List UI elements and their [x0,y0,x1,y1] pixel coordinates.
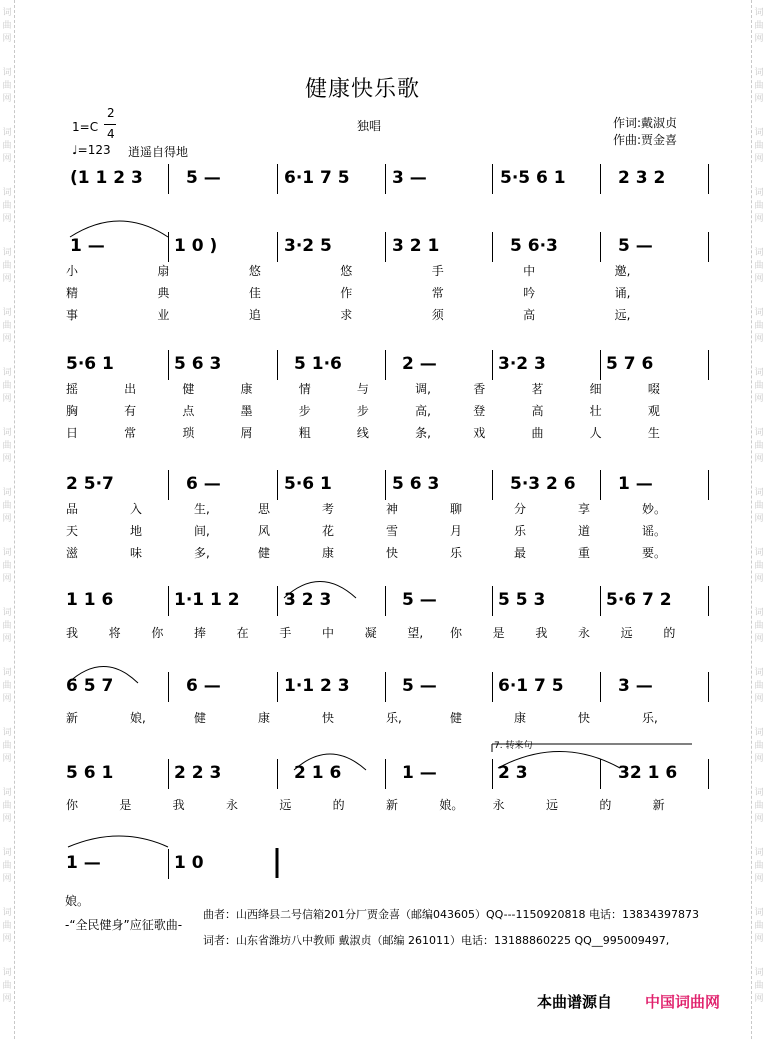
lyric-char: 墨 [240,404,253,418]
lyric-char: 天 [66,524,79,538]
watermark-char: 词 [754,308,764,318]
measure-notes: (1 1 2 3 [70,168,143,188]
lyric-char: 小 [66,264,79,278]
lyric-char: 步 [356,404,369,418]
lyric-char: 邀, [614,264,631,278]
watermark-char: 网 [754,574,764,584]
time-signature-numerator: 2 [107,106,115,120]
tie-slur [68,667,138,684]
lyric-char: 滋 [66,546,79,560]
lyric-char: 乐 [514,524,527,538]
watermark-char: 曲 [754,141,764,151]
lyric-char: 聊 [450,502,463,516]
lyric-char: 粗 [298,426,311,440]
lyric-char: 神 [386,502,399,516]
watermark-char: 网 [754,634,764,644]
lyric-char: 高 [523,308,536,322]
watermark-char: 曲 [2,681,12,691]
lyric-char: 永 [578,626,591,640]
measure-notes: 2 5·7 [66,474,114,494]
watermark-char: 网 [2,694,12,704]
final-lyric: 娘。 [65,894,90,908]
watermark-char: 曲 [2,441,12,451]
measure-notes: 2 3 [498,763,528,783]
lyric-char: 味 [130,546,143,560]
watermark-char: 网 [754,94,764,104]
watermark-char: 曲 [754,441,764,451]
lyric-char: 享 [578,502,591,516]
lyric-char: 生 [647,426,660,440]
lyric-char: 的 [663,626,676,640]
source-site-link[interactable]: 中国词曲网 [645,993,721,1011]
watermark-char: 曲 [754,381,764,391]
watermark-char: 词 [754,728,764,738]
watermark-char: 曲 [2,321,12,331]
lyric-char: 入 [130,502,143,516]
watermark-char: 曲 [2,81,12,91]
watermark-char: 网 [2,334,12,344]
lyric-char: 吟 [523,286,536,300]
watermark-char: 网 [2,574,12,584]
watermark-char: 网 [754,454,764,464]
watermark-char: 网 [754,394,764,404]
measure-notes: 6 — [186,676,221,696]
watermark-char: 词 [2,548,12,558]
measure-notes: 5 6 3 [174,354,222,374]
watermark-char: 网 [754,334,764,344]
measure-notes: 1 0 [174,853,204,873]
lyric-char: 地 [130,524,143,538]
lyric-char: 要。 [642,546,667,560]
lyric-char: 雪 [386,524,399,538]
lyric-char: 作 [340,286,353,300]
measure-notes: 3 — [392,168,427,188]
lyric-char: 壮 [589,404,602,418]
measure-notes: 6 — [186,474,221,494]
measure-notes: 1 — [618,474,653,494]
watermark-char: 曲 [754,921,764,931]
lyric-char: 啜 [647,382,660,396]
measure-notes: 1·1 2 3 [284,676,350,696]
lyric-char: 新 [66,711,79,725]
watermark-char: 词 [754,68,764,78]
watermark-char: 曲 [2,921,12,931]
measure-notes: 32 1 6 [618,763,678,783]
lyric-char: 常 [431,286,444,300]
watermark-char: 曲 [754,621,764,631]
lyric-char: 有 [124,404,137,418]
lyric-char: 健 [194,711,207,725]
measure-notes: 1 1 6 [66,590,114,610]
watermark-char: 曲 [754,681,764,691]
lyric-char: 间, [194,524,210,538]
lyric-char: 远 [620,626,633,640]
lyric-char: 我 [535,626,548,640]
watermark-char: 网 [2,454,12,464]
lyric-char: 品 [66,502,79,516]
lyric-char: 风 [258,524,271,538]
lyric-char: 登 [473,404,486,418]
lyric-char: 花 [322,524,335,538]
lyric-char: 业 [157,308,170,322]
watermark-char: 网 [754,274,764,284]
watermark-char: 网 [2,754,12,764]
lyric-char: 点 [182,404,195,418]
watermark-char: 网 [2,934,12,944]
lyric-char: 我 [66,626,79,640]
watermark-char: 曲 [2,21,12,31]
watermark-char: 曲 [2,621,12,631]
watermark-char: 曲 [2,981,12,991]
watermark-char: 网 [754,694,764,704]
watermark-char: 曲 [754,201,764,211]
watermark-char: 曲 [754,561,764,571]
lyric-char: 凝 [364,626,377,640]
measure-notes: 3 — [618,676,653,696]
lyricist-contact: 词者：山东省潍坊八中教师 戴淑贞（邮编 261011）电话：13188860225 QQ__995009497, [203,934,670,947]
repeat-label: 7. 转来句 [494,741,533,751]
lyric-char: 悠 [248,264,261,278]
lyric-char: 望, [407,626,424,640]
measure-notes: 5·6 1 [284,474,332,494]
lyric-char: 是 [492,626,505,640]
watermark-char: 曲 [2,561,12,571]
lyric-char: 调, [415,382,431,396]
lyric-char: 月 [450,524,463,538]
lyric-char: 我 [172,798,185,812]
lyric-char: 乐, [386,711,402,725]
watermark-char: 网 [754,34,764,44]
watermark-char: 网 [2,634,12,644]
lyric-char: 康 [322,546,335,560]
lyric-char: 分 [514,502,527,516]
watermark-char: 曲 [754,81,764,91]
tie-slur [70,221,168,237]
watermark-char: 曲 [2,141,12,151]
watermark-char: 词 [2,908,12,918]
watermark-char: 网 [754,754,764,764]
expression-marking: 逍遥自得地 [128,145,189,159]
lyric-char: 乐, [642,711,658,725]
measure-notes: 1 — [402,763,437,783]
watermark-char: 曲 [2,381,12,391]
tie-slur [294,754,366,770]
watermark-char: 网 [2,814,12,824]
watermark-char: 词 [754,908,764,918]
watermark-char: 词 [2,368,12,378]
watermark-char: 词 [754,608,764,618]
watermark-char: 曲 [754,21,764,31]
watermark-char: 曲 [2,201,12,211]
measure-notes: 5·6 7 2 [606,590,672,610]
lyric-char: 新 [386,798,399,812]
watermark-char: 词 [754,968,764,978]
watermark-char: 曲 [754,861,764,871]
source-label: 本曲谱源自 [537,993,613,1011]
key-signature: 1=C [72,120,99,134]
watermark-char: 曲 [2,261,12,271]
lyric-char: 娘。 [439,798,464,812]
measure-notes: 3·2 3 [498,354,546,374]
lyric-char: 茗 [531,382,544,396]
lyric-char: 佳 [248,286,261,300]
page-title: 健康快乐歌 [305,77,421,102]
watermark-char: 词 [2,8,12,18]
measure-notes: 5·5 6 1 [500,168,566,188]
watermark-char: 词 [2,428,12,438]
measure-notes: 5 5 3 [498,590,546,610]
watermark-char: 网 [754,994,764,1004]
measure-notes: 6·1 7 5 [284,168,350,188]
watermark-char: 网 [2,514,12,524]
watermark-char: 曲 [754,501,764,511]
measure-notes: 5 — [402,590,437,610]
watermark-char: 词 [754,668,764,678]
lyric-char: 求 [340,308,353,322]
lyric-char: 精 [66,286,79,300]
watermark-char: 曲 [754,741,764,751]
measure-notes: 5 1·6 [294,354,342,374]
tie-slur [284,582,356,599]
watermark-char: 曲 [754,261,764,271]
measure-notes: 5 6 3 [392,474,440,494]
watermark-char: 网 [2,874,12,884]
watermark-char: 网 [2,154,12,164]
lyric-char: 健 [450,711,463,725]
watermark-char: 词 [2,188,12,198]
watermark-char: 词 [2,488,12,498]
lyric-char: 你 [450,626,463,640]
watermark-char: 网 [754,214,764,224]
lyricist-credit: 作词:戴淑贞 [613,116,678,130]
watermark-char: 词 [2,788,12,798]
watermark-char: 词 [754,428,764,438]
watermark-char: 词 [754,128,764,138]
watermark-char: 网 [754,514,764,524]
measure-notes: 5 — [402,676,437,696]
lyric-char: 永 [492,798,505,812]
lyric-char: 快 [322,711,335,725]
tie-slur [498,752,620,769]
lyric-char: 高, [415,404,431,418]
lyric-char: 快 [578,711,591,725]
watermark-char: 词 [2,608,12,618]
lyric-char: 在 [236,626,249,640]
lyric-char: 妙。 [642,502,667,516]
lyric-char: 琐 [182,426,195,440]
lyric-char: 扇 [157,264,170,278]
measure-notes: 2 2 3 [174,763,222,783]
watermark-char: 曲 [754,801,764,811]
watermark-char: 词 [754,368,764,378]
watermark-char: 词 [2,248,12,258]
measure-notes: 3·2 5 [284,236,332,256]
lyric-char: 捧 [194,626,207,640]
watermark-char: 词 [754,788,764,798]
watermark-char: 网 [754,874,764,884]
measure-notes: 1 — [70,236,105,256]
lyric-char: 中 [523,264,536,278]
lyric-char: 摇 [66,382,79,396]
composer-contact: 曲者：山西绛县二号信箱201分厂贾金喜（邮编043605）QQ---1150920818 电话：13834397873 [203,908,699,921]
lyric-char: 你 [66,798,79,812]
watermark-char: 网 [2,394,12,404]
tempo-marking: ♩=123 [72,143,111,157]
lyric-char: 追 [248,308,261,322]
lyric-char: 康 [240,382,253,396]
watermark-char: 网 [754,154,764,164]
lyric-char: 条, [415,426,431,440]
lyric-char: 线 [356,426,369,440]
measure-notes: 3 2 1 [392,236,440,256]
measure-notes: 1 — [66,853,101,873]
lyric-char: 戏 [473,426,486,440]
lyric-char: 手 [431,264,444,278]
lyric-char: 中 [322,626,335,640]
measure-notes: 5 6 1 [66,763,114,783]
lyric-char: 将 [108,626,121,640]
watermark-char: 词 [2,728,12,738]
watermark-char: 网 [754,814,764,824]
lyric-char: 永 [226,798,239,812]
lyric-char: 观 [647,404,660,418]
lyric-char: 的 [599,798,612,812]
lyric-char: 悠 [340,264,353,278]
watermark-char: 词 [754,488,764,498]
lyric-char: 须 [431,308,444,322]
watermark-char: 曲 [2,741,12,751]
measure-notes: 2 3 2 [618,168,666,188]
lyric-char: 健 [258,546,271,560]
lyric-char: 香 [473,382,486,396]
performance-type: 独唱 [357,119,382,133]
lyric-char: 远 [546,798,559,812]
lyric-char: 快 [386,546,399,560]
lyric-char: 思 [258,502,271,516]
watermark-char: 词 [754,188,764,198]
lyric-char: 典 [157,286,170,300]
lyric-char: 重 [578,546,591,560]
lyric-char: 步 [298,404,311,418]
watermark-char: 词 [2,968,12,978]
lyric-char: 健 [182,382,195,396]
lyric-char: 生, [194,502,210,516]
lyric-char: 康 [514,711,527,725]
watermark-char: 网 [2,214,12,224]
lyric-char: 多, [194,546,210,560]
composer-credit: 作曲:贾金喜 [613,133,678,147]
measure-notes: 3 2 3 [284,590,332,610]
watermark-char: 网 [754,934,764,944]
tie-slur [68,836,168,847]
lyric-char: 胸 [66,404,79,418]
watermark-char: 网 [2,994,12,1004]
lyric-char: 人 [589,426,602,440]
lyric-char: 考 [322,502,335,516]
watermark-char: 词 [2,668,12,678]
lyric-char: 与 [356,382,369,396]
watermark-char: 曲 [2,801,12,811]
measure-notes: 2 1 6 [294,763,342,783]
lyric-char: 出 [124,382,137,396]
lyric-char: 高 [531,404,544,418]
measure-notes: 5 7 6 [606,354,654,374]
watermark-char: 词 [754,848,764,858]
watermark-char: 词 [2,68,12,78]
measure-notes: 5 — [618,236,653,256]
lyric-char: 康 [258,711,271,725]
lyric-char: 的 [332,798,345,812]
measure-notes: 1 0 ) [174,236,218,256]
lyric-char: 娘, [130,711,146,725]
measure-notes: 2 — [402,354,437,374]
measure-notes: 6·1 7 5 [498,676,564,696]
lyric-char: 道 [578,524,591,538]
measure-notes: 5 — [186,168,221,188]
watermark-char: 曲 [754,321,764,331]
watermark-char: 词 [754,548,764,558]
measure-notes: 6 5 7 [66,676,114,696]
lyric-char: 新 [652,798,665,812]
watermark-char: 网 [2,34,12,44]
measure-notes: 5·3 2 6 [510,474,576,494]
watermark-char: 词 [2,128,12,138]
measure-notes: 5 6·3 [510,236,558,256]
lyric-char: 手 [279,626,292,640]
watermark-char: 曲 [2,861,12,871]
watermark-char: 词 [754,248,764,258]
song-category: -“全民健身”应征歌曲- [65,918,183,932]
lyric-char: 是 [119,798,132,812]
lyric-char: 远 [279,798,292,812]
lyric-char: 常 [124,426,137,440]
lyric-char: 远, [614,308,631,322]
lyric-char: 最 [514,546,527,560]
lyric-char: 事 [66,308,79,322]
measure-notes: 5·6 1 [66,354,114,374]
watermark-char: 词 [754,8,764,18]
watermark-char: 曲 [754,981,764,991]
watermark-char: 曲 [2,501,12,511]
lyric-char: 谣。 [642,524,667,538]
watermark-char: 网 [2,94,12,104]
lyric-char: 情 [298,382,311,396]
lyric-char: 你 [151,626,164,640]
watermark-char: 词 [2,848,12,858]
lyric-char: 诵, [614,286,631,300]
lyric-char: 曲 [531,426,544,440]
lyric-char: 细 [589,382,602,396]
watermark-char: 网 [2,274,12,284]
lyric-char: 屑 [240,426,253,440]
lyric-char: 乐 [450,546,463,560]
measure-notes: 1·1 1 2 [174,590,240,610]
lyric-char: 日 [66,426,79,440]
time-signature-denominator: 4 [107,127,115,141]
watermark-char: 词 [2,308,12,318]
